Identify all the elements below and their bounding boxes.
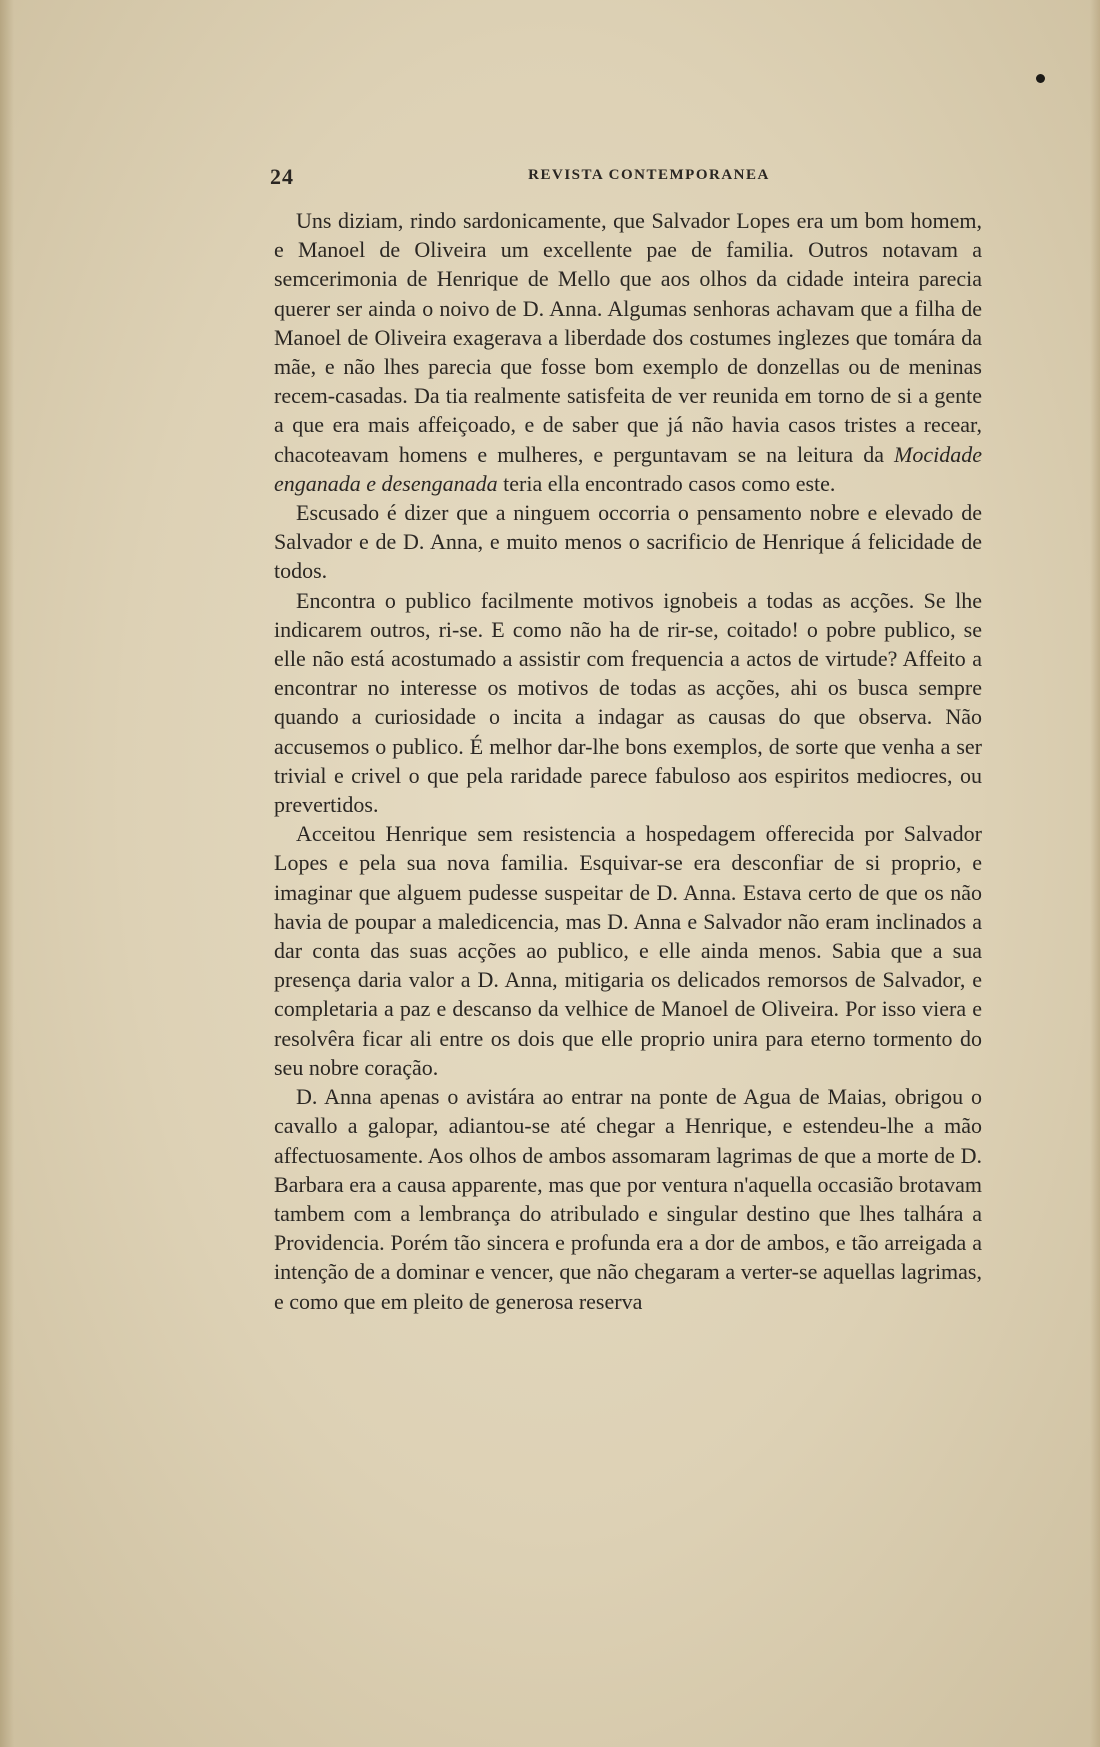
page-number: 24 (270, 164, 294, 189)
journal-title: REVISTA CONTEMPORANEA (528, 167, 770, 183)
paragraph-1-text: Uns diziam, rindo sardonicamente, que Salvador Lopes era um bom homem, e Manoel de Oliveira um excellente pae de familia. Outros notavam a semcerimonia de Henrique de Mello que aos olhos da cidade inteira parecia querer ser ainda o noivo de D. Anna. Algumas senhoras achavam que a filha de Manoel de Oliveira exagerava a liberdade dos costumes inglezes que tomára da mãe, e não lhes parecia que fosse bom exemplo de donzellas ou de meninas recem-casadas. Da tia realmente satisfeita de ver reunida em torno de si a gente a que era mais affeiçoado, e de saber que já não havia casos tristes a recear, chacoteavam homens e mulheres, e perguntavam se na leitura da (274, 208, 982, 467)
paragraph-2: Escusado é dizer que a ninguem occorria o pensamento nobre e elevado de Salvador e de D. Anna, e muito menos o sacrificio de Henrique á felicidade de todos. (274, 500, 982, 584)
paragraph-1-ending: teria ella encontrado casos como este. (497, 470, 836, 496)
paragraph-1 (274, 206, 982, 498)
paragraph-3: Encontra o publico facilmente motivos ignobeis a todas as acções. Se lhe indicarem outros, ri-se. E como não ha de rir-se, coitado! o pobre publico, se elle não está acostumado a assistir com frequencia a actos de virtude? Affeito a encontrar no interesse os motivos de todas as acções, ahi os busca sempre quando a curiosidade o incita a indagar as causas do que observa. Não accusemos o publico. É melhor dar-lhe bons exemplos, de sorte que venha a ser trivial e crivel o que pela raridade parece fabuloso aos espiritos mediocres, ou prevertidos. (274, 587, 982, 818)
running-head (270, 164, 988, 192)
paragraph-5: D. Anna apenas o avistára ao entrar na ponte de Agua de Maias, obrigou o cavallo a galopar, adiantou-se até chegar a Henrique, e estendeu-lhe a mão affectuosamente. Aos olhos de ambos assomaram lagrimas de que a morte de D. Barbara era a causa apparente, mas que por ventura n'aquella occasião brotavam tambem com a lembrança do atribulado e singular destino que lhes talhára a Providencia. Porém tão sincera e profunda era a dor de ambos, e tão arreigada a intenção de a dominar e vencer, que não chegaram a verter-se aquellas lagrimas, e como que em pleito de generosa reserva (274, 1084, 982, 1314)
paragraph-4: Acceitou Henrique sem resistencia a hospedagem offerecida por Salvador Lopes e pela sua nova familia. Esquivar-se era desconfiar de si proprio, e imaginar que alguem pudesse suspeitar de D. Anna. Estava certo de que os não havia de poupar a maledicencia, mas D. Anna e Salvador não eram inclinados a dar conta das suas acções ao publico, e elle ainda menos. Sabia que a sua presença daria valor a D. Anna, mitigaria os delicados remorsos de Salvador, e completaria a paz e descanso da velhice de Manoel de Oliveira. Por isso viera e resolvêra ficar ali entre os dois que elle proprio unira para eterno tormento do seu nobre coração. (274, 821, 982, 1080)
book-title: Mocidade enganada e desenganada (274, 441, 982, 496)
ink-speck (1036, 74, 1045, 83)
body-text (274, 206, 982, 1316)
